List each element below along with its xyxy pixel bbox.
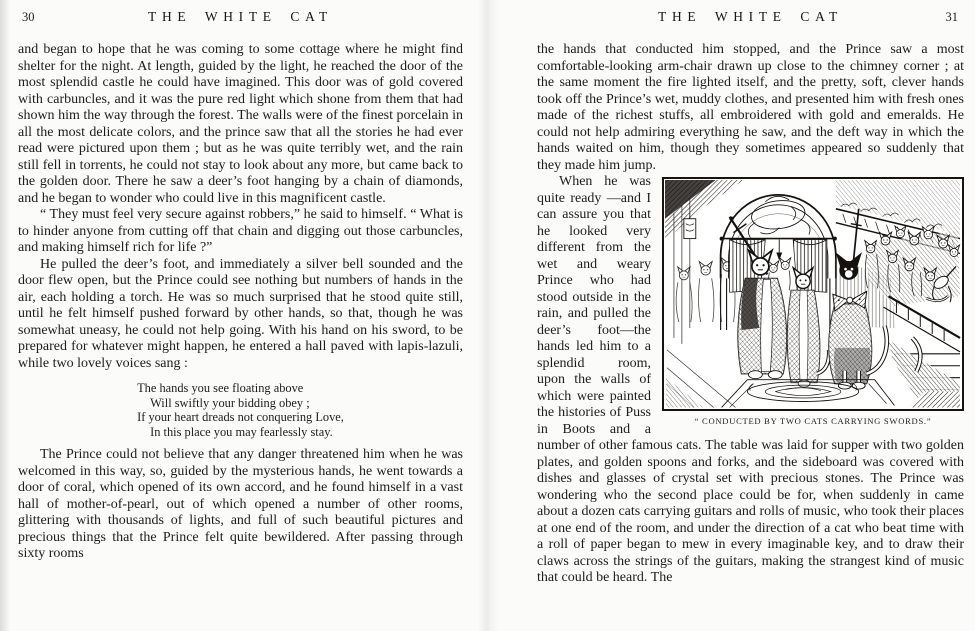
song-verse [137,381,344,439]
left-running-title: THE WHITE CAT [148,9,333,24]
paragraph: He pulled the deer’s foot, and immediately a silver bell sounded and the door flew open, but the Prince could see nothing but numbers of hands in the air, each holding a torch. He was so much surprised that he stood quite still, until he felt himself pushed forward by other hands, so that, though he was somewhat uneasy, he could not help going. With his hand on his sword, to be prepared for whatever might happen, he entered a hall paved with lapis-lazuli, while two lovely voices sang : [18,256,463,371]
paragraph: and began to hope that he was coming to some cottage where he might find shelter for the night. At length, guided by the light, he reached the door of the most splendid castle he could have imagined. This door was of gold covered with carbuncles, and it was the pure red light which shone from them that had shown him the way through the forest. The walls were of the finest porcelain in all the most delicate colors, and the prince saw that all the stories he had ever read were pictured upon them ; but as he was quite terribly wet, and the rain still fell in torrents, he could not stay to look about any more, but came back to the golden door. There he saw a deer’s foot hanging by a chain of diamonds, and he began to wonder who could live in this magnificent castle. [18,42,463,206]
scan-left-edge-shadow [0,0,10,631]
verse-line: In this place you may fearlessly stay. [150,424,333,439]
cats-engraving-illustration [664,179,962,409]
right-running-title: THE WHITE CAT [658,9,843,24]
page-gutter-shadow [478,0,500,631]
left-page-body [18,42,463,563]
verse-line: If your heart dreads not conquering Love, [137,410,344,425]
paragraph: The Prince could not believe that any danger threatened him when he was welcomed in this way, so, guided by the mysterious hands, he went towards a door of coral, which opened of its own accord, and he found himself in a vast hall of mother-of-pearl, out of which opened a number of other rooms, glittering with thousands of lights, and full of such beautiful pictures and precious things that the Prince felt quite bewildered. After passing through sixty rooms [18,447,463,562]
figure-caption: “ CONDUCTED BY TWO CATS CARRYING SWORDS.” [694,416,932,427]
right-running-head [537,9,964,33]
paragraph: the hands that conducted him stopped, and the Prince saw a most comfortable-looking arm-chair drawn up close to the chimney corner ; at the same moment the fire lighted itself, and the pretty, soft, clever hands took off the Prince’s wet, muddy clothes, and presented him with fresh ones made of the richest stuffs, all embroidered with gold and emeralds. He could not help admiring everything he saw, and the deft way in which the hands waited on him, though they sometimes appeared so suddenly that they made him jump. [537,42,964,173]
left-page [18,0,463,631]
left-running-head [18,9,463,33]
paragraph: “ They must feel very secure against robbers,” he said to himself. “ What is to hinder anyone from cutting off that chain and digging out those carbuncles, and making himself rich for life ?” [18,207,463,255]
illustration-frame [662,177,964,411]
paragraph: When he was quite ready —and I can assure you that he looked very different from the wet and weary Prince who had stood outside in the rain, and pulled the deer’s foot—the hands led him to a splendid room, upon the walls of which were painted the histories of Puss in Boots and a number of other famous cats. The table was laid for supper with two golden plates, and golden spoons and forks, and the sideboard was covered with dishes and glasses of crystal set with precious stones. The Prince was wondering who the second place could be for, when suddenly in came about a dozen cats carrying guitars and rolls of music, who took their places at one end of the room, and under the direction of a cat who beat time with a roll of paper began to mew in every imaginable key, and to draw their claws across the strings of the guitars, making the strangest kind of music that could be heard. The [537,174,964,585]
right-page-body [537,42,964,587]
right-page-number: 31 [945,10,958,24]
paragraph-with-figure [537,174,964,587]
right-page [537,0,964,631]
verse-line: Will swiftly your bidding obey ; [150,395,310,410]
verse-line: The hands you see floating above [137,381,304,395]
left-page-number: 30 [22,10,35,24]
story-illustration [662,177,964,427]
